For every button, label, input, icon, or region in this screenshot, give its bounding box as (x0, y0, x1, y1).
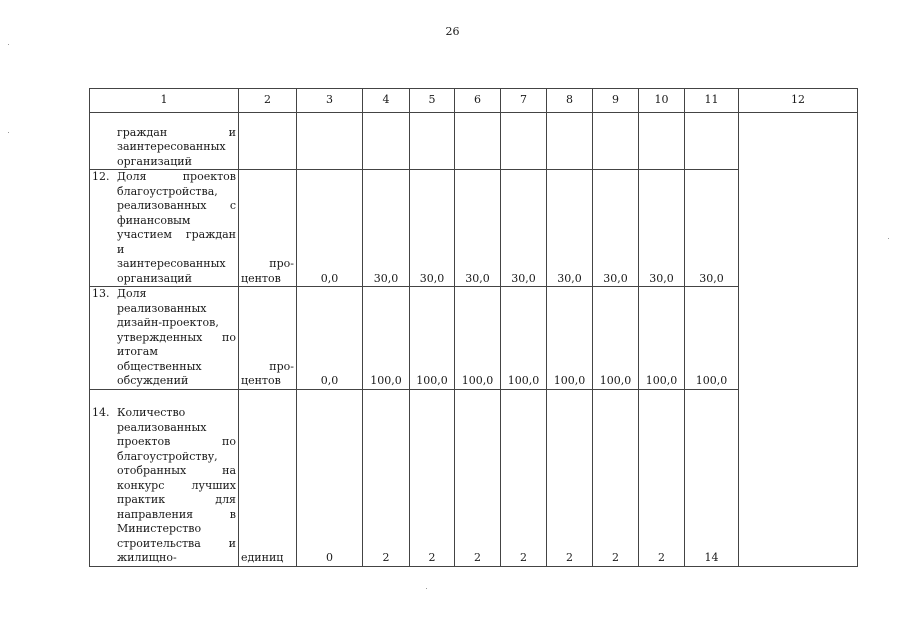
scan-speck (8, 132, 9, 133)
indicator-line: строительства и (117, 536, 236, 550)
value-cell: 100,0 (685, 287, 739, 390)
table-row (90, 113, 858, 170)
scan-speck (426, 588, 427, 589)
value-cell: 30,0 (593, 170, 639, 287)
indicator-line: благоустройства, (117, 184, 218, 198)
column-header: 4 (363, 89, 410, 113)
value-cell: 30,0 (547, 170, 593, 287)
indicator-line: реализованных (117, 420, 207, 434)
indicator-line: обсуждений (117, 374, 189, 387)
indicator-line: проектов по (117, 435, 236, 448)
value-cell: 2 (363, 389, 410, 566)
indicator-line: практик для (117, 493, 236, 506)
unit-cell (239, 287, 297, 390)
indicator-line: итогам (117, 345, 158, 358)
column-header: 1 (90, 89, 239, 113)
value-cell (363, 113, 410, 170)
value-cell (297, 113, 363, 170)
value-cell (547, 113, 593, 170)
value-cell: 100,0 (455, 287, 501, 390)
indicator-line: жилищно- (117, 551, 177, 564)
indicator-line: Министерство (117, 522, 202, 535)
indicator-line: направления в (117, 507, 236, 521)
value-cell: 2 (501, 389, 547, 566)
column-header: 11 (685, 89, 739, 113)
value-cell: 0,0 (297, 287, 363, 390)
column-header: 6 (455, 89, 501, 113)
indicator-line: утвержденных по (117, 330, 236, 344)
value-cell: 2 (639, 389, 685, 566)
unit-cell (239, 170, 297, 287)
unit-cell (239, 389, 297, 566)
indicators-table (89, 88, 858, 567)
unit-line: про- (269, 257, 294, 270)
unit-line: центов (241, 374, 281, 387)
value-cell: 100,0 (639, 287, 685, 390)
value-cell: 2 (547, 389, 593, 566)
value-cell: 100,0 (593, 287, 639, 390)
value-cell: 2 (593, 389, 639, 566)
value-cell: 30,0 (685, 170, 739, 287)
value-cell: 30,0 (501, 170, 547, 287)
scan-speck (888, 238, 889, 239)
column-number-row (90, 89, 858, 113)
indicator-cell (90, 170, 239, 287)
scan-speck (8, 44, 9, 45)
indicator-line: дизайн-проектов, (117, 316, 219, 329)
indicator-cell (90, 113, 239, 170)
indicator-number: 14. (92, 406, 110, 419)
value-cell: 100,0 (547, 287, 593, 390)
value-cell: 2 (410, 389, 455, 566)
indicator-number: 13. (92, 287, 110, 300)
indicator-line: Доля проектов (117, 170, 236, 183)
value-cell (639, 113, 685, 170)
column-header: 8 (547, 89, 593, 113)
indicator-line: организаций (117, 154, 192, 168)
value-cell (410, 113, 455, 170)
value-cell: 0 (297, 389, 363, 566)
column-header: 10 (639, 89, 685, 113)
indicator-line: общественных (117, 359, 202, 373)
page-number: 26 (445, 25, 460, 38)
indicator-line: организаций (117, 271, 192, 285)
value-cell: 100,0 (501, 287, 547, 390)
indicator-number (92, 126, 117, 170)
value-cell: 2 (455, 389, 501, 566)
indicator-cell (90, 389, 239, 566)
indicator-line: граждан и (117, 125, 236, 139)
value-cell: 100,0 (363, 287, 410, 390)
value-cell: 30,0 (455, 170, 501, 287)
value-cell: 30,0 (639, 170, 685, 287)
indicator-number: 12. (92, 170, 110, 183)
column-header: 7 (501, 89, 547, 113)
indicator-line: реализованных с (117, 199, 236, 212)
value-cell: 100,0 (410, 287, 455, 390)
unit-cell (239, 113, 297, 170)
indicator-line: участием граждан и (117, 228, 236, 256)
value-cell: 30,0 (363, 170, 410, 287)
indicator-line: Количество (117, 406, 186, 419)
indicator-cell (90, 287, 239, 390)
indicator-line: заинтересованных (117, 140, 226, 153)
column-header: 2 (239, 89, 297, 113)
unit-line: единиц (241, 551, 284, 564)
column-header: 12 (739, 89, 858, 113)
value-cell: 30,0 (410, 170, 455, 287)
value-cell: 0,0 (297, 170, 363, 287)
indicator-line: отобранных на (117, 464, 236, 477)
value-cell (593, 113, 639, 170)
indicator-line: финансовым (117, 213, 191, 227)
value-cell (455, 113, 501, 170)
value-cell: 14 (685, 389, 739, 566)
unit-line: про- (269, 359, 294, 373)
indicator-line: благоустройству, (117, 449, 218, 463)
column-header: 9 (593, 89, 639, 113)
unit-line: центов (241, 271, 281, 285)
indicator-line: заинтересованных (117, 257, 226, 270)
column-12-cell (739, 113, 858, 567)
indicator-line: конкурс лучших (117, 478, 236, 492)
value-cell (501, 113, 547, 170)
column-header: 5 (410, 89, 455, 113)
column-header: 3 (297, 89, 363, 113)
value-cell (685, 113, 739, 170)
indicator-line: Доля реализованных (117, 287, 207, 315)
